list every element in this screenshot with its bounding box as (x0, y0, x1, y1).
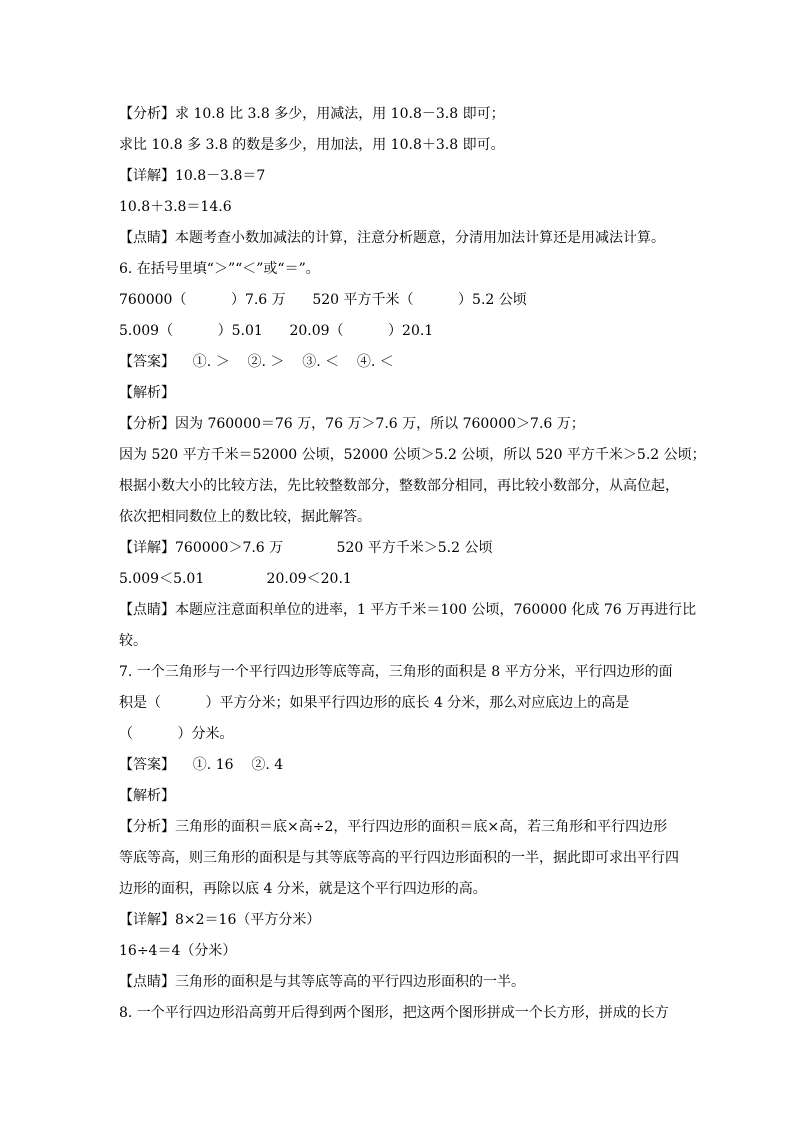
detail-line-q5-2: 10.8＋3.8＝14.6 (119, 199, 232, 215)
detail-line-q5-1: 【详解】10.8－3.8＝7 (119, 168, 266, 184)
detail-line-q7-1: 【详解】8×2＝16（平方分米） (119, 912, 321, 928)
analysis-line-q6-2: 因为 520 平方千米＝52000 公顷，52000 公顷＞5.2 公顷，所以 520 平方千米＞5.2 公顷； (119, 447, 706, 463)
analysis-line-q6-3: 根据小数大小的比较方法，先比较整数部分，整数部分相同，再比较小数部分，从高位起， (119, 478, 679, 494)
question-7-line-3: （ ）分米。 (119, 726, 234, 742)
question-7-line-2: 积是（ ）平方分米；如果平行四边形的底长 4 分米，那么对应底边上的高是 (119, 695, 630, 711)
comment-line-q6-2: 较。 (119, 633, 147, 649)
analysis-line-q7-2: 等底等高，则三角形的面积是与其等底等高的平行四边形面积的一半，据此即可求出平行四 (119, 850, 679, 866)
analysis-line-q7-1: 【分析】三角形的面积＝底×高÷2，平行四边形的面积＝底×高，若三角形和平行四边形 (119, 819, 668, 835)
analysis-line-q7-3: 边形的面积，再除以底 4 分米，就是这个平行四边形的高。 (119, 881, 487, 897)
question-7-line-1: 7. 一个三角形与一个平行四边形等底等高，三角形的面积是 8 平方分米，平行四边形的面 (119, 664, 673, 680)
comment-line-q6-1: 【点睛】本题应注意面积单位的进率，1 平方千米＝100 公顷，760000 化成 76 万再进行比 (119, 602, 697, 618)
question-8-line-1: 8. 一个平行四边形沿高剪开后得到两个图形，把这两个图形拼成一个长方形，拼成的长方 (119, 1005, 669, 1021)
analysis-line-q6-4: 依次把相同数位上的数比较，据此解答。 (119, 509, 371, 525)
solution-heading-q7: 【解析】 (119, 788, 175, 804)
answer-line-q6: 【答案】 ①. ＞ ②. ＞ ③. ＜ ④. ＜ (119, 354, 394, 370)
question-6-row-2: 5.009（ ）5.01 20.09（ ）20.1 (119, 323, 434, 339)
detail-line-q6-2: 5.009＜5.01 20.09＜20.1 (119, 571, 352, 587)
comment-line-q5: 【点睛】本题考查小数加减法的计算，注意分析题意，分清用加法计算还是用减法计算。 (119, 230, 665, 246)
comment-line-q7: 【点睛】三角形的面积是与其等底等高的平行四边形面积的一半。 (119, 974, 525, 990)
solution-heading-q6: 【解析】 (119, 385, 175, 401)
detail-line-q6-1: 【详解】760000＞7.6 万 520 平方千米＞5.2 公顷 (119, 540, 493, 556)
detail-line-q7-2: 16÷4＝4（分米） (119, 943, 237, 959)
answer-line-q7: 【答案】 ①. 16 ②. 4 (119, 757, 284, 773)
analysis-line-q5-1: 【分析】求 10.8 比 3.8 多少，用减法，用 10.8－3.8 即可； (119, 106, 505, 122)
analysis-line-q5-2: 求比 10.8 多 3.8 的数是多少，用加法，用 10.8＋3.8 即可。 (119, 137, 505, 153)
question-6-title: 6. 在括号里填“＞”“＜”或“＝”。 (119, 261, 320, 277)
question-6-row-1: 760000（ ）7.6 万 520 平方千米（ ）5.2 公顷 (119, 292, 527, 308)
analysis-line-q6-1: 【分析】因为 760000＝76 万，76 万＞7.6 万，所以 760000＞7.6 万； (119, 416, 585, 432)
